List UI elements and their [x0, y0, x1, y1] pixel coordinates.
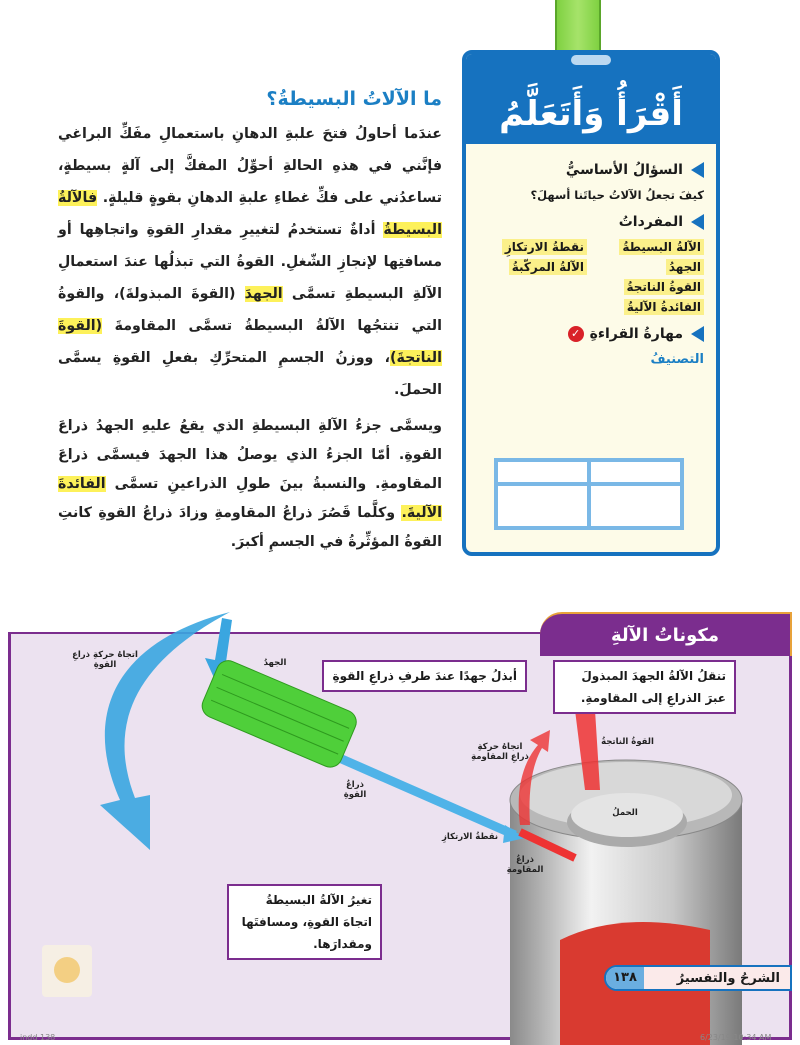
checkmark-icon: ✓ [568, 326, 584, 342]
highlighted-term: فالآلةُ البسيطةُ [58, 190, 442, 238]
label-effort-arm: ذراعُ القوةِ [343, 780, 367, 800]
page-number: ١٣٨ [606, 967, 644, 989]
vocab-term: الآلةُ البسيطةُ [619, 239, 704, 255]
diagram-title-tab [540, 612, 792, 656]
text-run: ويسمَّى جزءُ الآلةِ البسيطةِ الذي يقعُ عليهِ الجهدُ ذراعَ القوةِ. أمّا الجزءُ الذي يوصلُ هذا الجهدَ فيسمَّى ذراعَ المقاومةِ. والنسبةُ بينَ طولِ الذراعينِ تسمَّى [58, 418, 442, 492]
triangle-icon [691, 162, 704, 178]
callout-effort: أبذلُ جهدًا عندَ طرفِ ذراعِ القوةِ [322, 660, 527, 692]
label-effort-direction: اتجاهُ حركةِ ذراعِ القوةِ [72, 650, 138, 670]
vocab-cell [480, 280, 587, 294]
card-header [466, 54, 716, 144]
heading-label: السؤالُ الأساسيُّ [565, 162, 683, 178]
print-info-right: 6/23/19 10:34 AM [700, 1033, 772, 1042]
diagram-title: مكوناتُ الآلةِ [610, 624, 720, 646]
vocab-cell [597, 260, 704, 274]
vocab-term: الجهدُ [666, 259, 704, 275]
essential-question-heading [480, 162, 704, 178]
callout-transfer: تنقلُ الآلةُ الجهدَ المبذولَ عبرَ الذراعِ إلى المقاومةِ. [553, 660, 736, 714]
vocab-cell [480, 240, 587, 254]
label-resistance-arm: ذراعُ المقاومةِ [506, 855, 544, 875]
text-run: (القوةَ المبذولةَ)، والقوةُ التي تنتجُها الآلةُ البسيطةُ تسمَّى المقاومةَ [58, 286, 442, 334]
label-effort: الجهدُ [263, 658, 287, 668]
vocab-cell [597, 300, 704, 314]
text-run: وكلَّما قَصُرَ ذراعُ المقاومةِ وزادَ ذراعُ القوةِ كانتِ القوةُ المؤثِّرةُ في الجسمِ أكبرَ. [58, 505, 442, 550]
rotation-arrow [100, 612, 230, 850]
callout-change: تغيرُ الآلةُ البسيطةُ اتجاهَ القوةِ، ومسافتَها ومقدارَها. [227, 884, 382, 960]
heading-label: مهارةُ القراءةِ [589, 326, 683, 342]
vocab-cell [480, 260, 587, 274]
triangle-icon [691, 326, 704, 342]
reading-skill-heading [480, 326, 704, 342]
vocab-cell [597, 280, 704, 294]
label-resistance-direction: اتجاهُ حركةِ ذراعِ المقاومةِ [471, 742, 529, 762]
page-footer-tab [604, 965, 792, 991]
logo-watermark [42, 945, 92, 997]
highlighted-term: (القوةَ الناتجةَ) [58, 318, 442, 366]
vocab-term: الفائدةُ الآليةُ [624, 299, 704, 315]
vocab-term: الآلةُ المركّبةُ [509, 259, 587, 275]
text-run: ، ووزنُ الجسمِ المتحرِّكِ بفعلِ القوةِ يسمَّى الحملَ. [58, 350, 442, 398]
vocab-term: القوةُ الناتجةُ [624, 279, 705, 295]
reading-skill: التصنيفُ [650, 352, 704, 367]
highlighted-term: الجهدَ [244, 286, 283, 302]
highlighted-term: الفائدةَ الآليةَ. [58, 476, 442, 521]
triangle-icon [691, 214, 704, 230]
vocab-heading [480, 214, 704, 230]
card-title: أَقْرَأُ وَأَتَعَلَّمُ [499, 94, 683, 134]
text-run: أداةٌ تستخدمُ لتغييرِ مقدارِ القوةِ واتجاهِها أو مسافتِها لإنجازِ الشّغلِ. القوةُ التي تبذلُها عندَ استعمالِ الآلةِ البسيطةِ تسمَّى [58, 222, 442, 302]
label-load: الحملُ [612, 808, 638, 818]
paragraph-2 [58, 412, 442, 557]
text-run: عندَما أحاولُ فتحَ علبةِ الدهانِ باستعمالِ مفَكِّ البراغي فإنَّني في هذهِ الحالةِ أحوِّلُ المفكَّ إلى آلةٍ بسيطةٍ، تساعدُني على فكِّ غطاءِ علبةِ الدهانِ بقوةٍ قليلةٍ. [58, 126, 442, 206]
label-output-force: القوةُ الناتجةُ [601, 737, 654, 747]
heading-label: المفرداتُ [618, 214, 683, 230]
classification-grid [494, 458, 684, 530]
vocab-cell [480, 300, 587, 314]
vocab-list [480, 240, 704, 314]
main-text [58, 88, 442, 557]
card-hole [571, 55, 611, 65]
essential-question: كيفَ تجعلُ الآلاتُ حياتَنا أسهلَ؟ [530, 188, 704, 202]
logo-icon [54, 957, 80, 983]
paragraph-1 [58, 118, 442, 406]
section-title: ما الآلاتُ البسيطةُ؟ [266, 88, 442, 110]
label-fulcrum: نقطةُ الارتكازِ [441, 832, 499, 842]
vocab-term: نقطةُ الارتكازِ [502, 239, 587, 255]
footer-section: الشرحُ والتفسيرُ [676, 970, 780, 986]
print-info-left: indd 138 [20, 1033, 56, 1042]
vocab-cell [597, 240, 704, 254]
